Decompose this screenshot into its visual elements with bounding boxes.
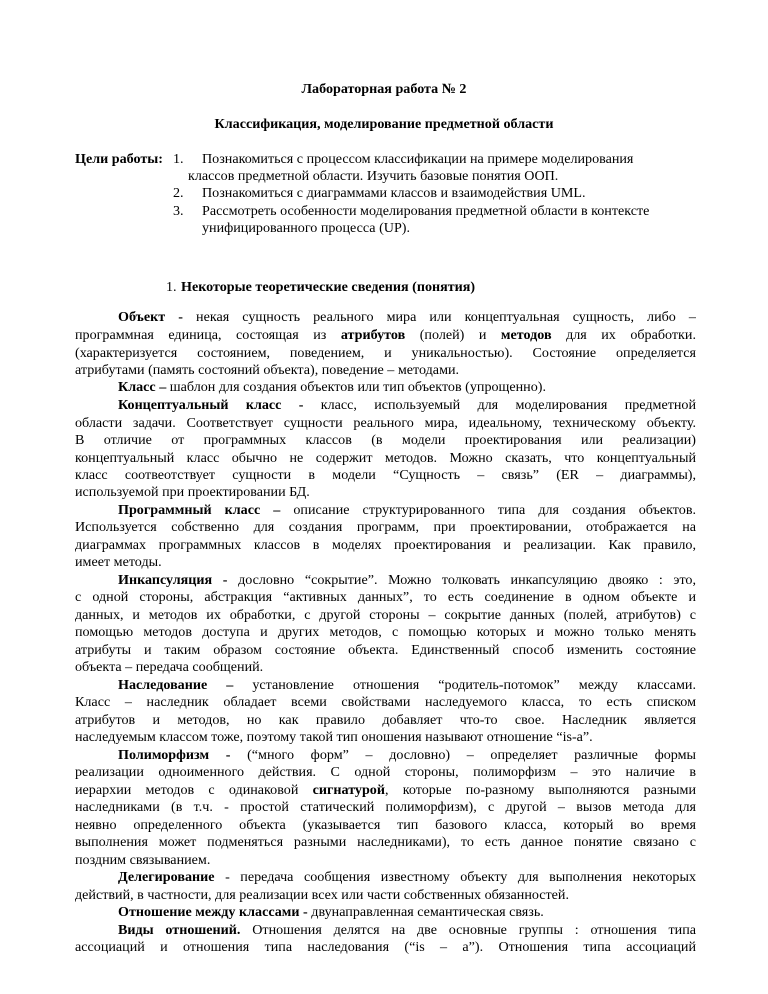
doc-subtitle: Классификация, моделирование предметной области [214, 116, 554, 132]
inherit-line-3: атрибутов и методов, но как правило добавляет что-то свое. Наследник является [75, 712, 696, 728]
kinds-line-1: Виды отношений. Отношения делятся на две основные группы : отношения типа [118, 922, 697, 938]
section-title: Некоторые теоретические сведения (понятия) [181, 279, 476, 295]
deleg-line-1: Делегирование - передача сообщения известному объекту для выполнения некоторых [118, 869, 696, 885]
kinds-line-2: ассоциаций и отношения типа наследования (“is – a”). Отношения типа ассоциаций [75, 939, 696, 955]
encaps-line-4: помощью методов доступа и других методов, с помощью которых и можно только менять [75, 624, 696, 640]
section-number: 1. [166, 279, 177, 295]
goal-2-line-1: Познакомиться с диаграммами классов и взаимодействия UML. [202, 185, 586, 201]
program-line-3: диаграммах программных классов в моделях проектирования и реализации. Как правило, [75, 537, 696, 553]
program-line-2: Используется собственно для создания программ, при проектировании, отображается на [75, 519, 696, 535]
encaps-line-6: объекта – передача сообщений. [75, 659, 264, 675]
encaps-line-3: данных, и методов их обработки, с другой стороны – сокрытие данных (полей, атрибутов) с [75, 607, 696, 623]
object-term: Объект - [118, 309, 183, 325]
object-line-3: (характеризуется состоянием, поведением, и уникальностью). Состояние определяется [75, 345, 696, 361]
goal-1-line-1: Познакомиться с процессом классификации на примере моделирования [202, 151, 634, 167]
doc-title: Лабораторная работа № 2 [301, 81, 467, 97]
poly-line-1: Полиморфизм - (“много форм” – дословно) – определяет различные формы [118, 747, 696, 763]
goal-2-num: 2. [173, 185, 184, 201]
concept-line-6: используемой при проектировании БД. [75, 484, 310, 500]
poly-line-3: иерархии методов с одинаковой сигнатурой, которые по-разному выполняются разными [75, 782, 696, 798]
relation-line: Отношение между классами - двунаправленная семантическая связь. [118, 904, 544, 920]
concept-line-1: Концептуальный класс - класс, используемый для моделирования предметной [118, 397, 696, 413]
object-line-1: Объект - некая сущность реального мира или концептуальная сущность, либо – [118, 309, 696, 325]
encaps-line-5: атрибуты и таким образом состояние объекта. Единственный способ изменить состояние [75, 642, 696, 658]
poly-line-2: реализации одноименного действия. С одной стороны, полиморфизм – это наличие в [75, 764, 696, 780]
object-line-4: атрибутами (память состояний объекта), поведение – методами. [75, 362, 460, 378]
program-line-1: Программный класс – описание структурированного типа для создания объектов. [118, 502, 696, 518]
inherit-line-4: наследуемым классом тоже, поэтому такой тип оношения называют отношение “is-a”. [75, 729, 593, 745]
poly-line-7: поздним связыванием. [75, 852, 211, 868]
goal-1-num: 1. [173, 151, 184, 167]
class-line: Класс – шаблон для создания объектов или тип объектов (упрощенно). [118, 379, 546, 395]
goals-label: Цели работы: [75, 151, 163, 167]
program-line-4: имеет методы. [75, 554, 162, 570]
concept-line-4: концептуальный класс обычно не содержит методов. Можно сказать, что концептуальный [75, 450, 696, 466]
goal-3-line-2: унифицированного процесса (UP). [202, 220, 411, 236]
goal-3-num: 3. [173, 203, 184, 219]
poly-line-4: наследниками (в т.ч. - простой статический полиморфизм), с другой – вызов метода для [75, 799, 696, 815]
concept-line-5: класс соотвеотствует сущности в модели “Сущность – связь” (ER – диаграммы), [75, 467, 696, 483]
inherit-line-2: Класс – наследник обладает всеми свойствами наследуемого класса, то есть списком [75, 694, 696, 710]
goal-3-line-1: Рассмотреть особенности моделирования предметной области в контексте [202, 203, 650, 219]
encaps-line-1: Инкапсуляция - дословно “сокрытие”. Можно толковать инкапсуляцию двояко : это, [118, 572, 696, 588]
concept-line-3: В отличие от программных классов (в модели проектирования или реализации) [75, 432, 696, 448]
poly-line-6: выполнения может подменяться разными наследниками), то есть данное понятие связано с [75, 834, 696, 850]
inherit-line-1: Наследование – установление отношения “родитель-потомок” между классами. [118, 677, 697, 693]
concept-line-2: области задачи. Соответствует сущности реального мира, идеальному, техническому объекту. [75, 415, 696, 431]
object-line-2: программная единица, состоящая из атрибутов (полей) и методов для их обработки. [75, 327, 696, 343]
poly-line-5: неявно определенного объекта (указывается тип базового класса, который во время [75, 817, 696, 833]
deleg-line-2: действий, в частности, для реализации всех или части собственных обязанностей. [75, 887, 569, 903]
goal-1-line-2: классов предметной области. Изучить базовые понятия ООП. [188, 168, 559, 184]
encaps-line-2: с одной стороны, абстракция “активных данных”, то есть соединение в одном объекте и [75, 589, 696, 605]
